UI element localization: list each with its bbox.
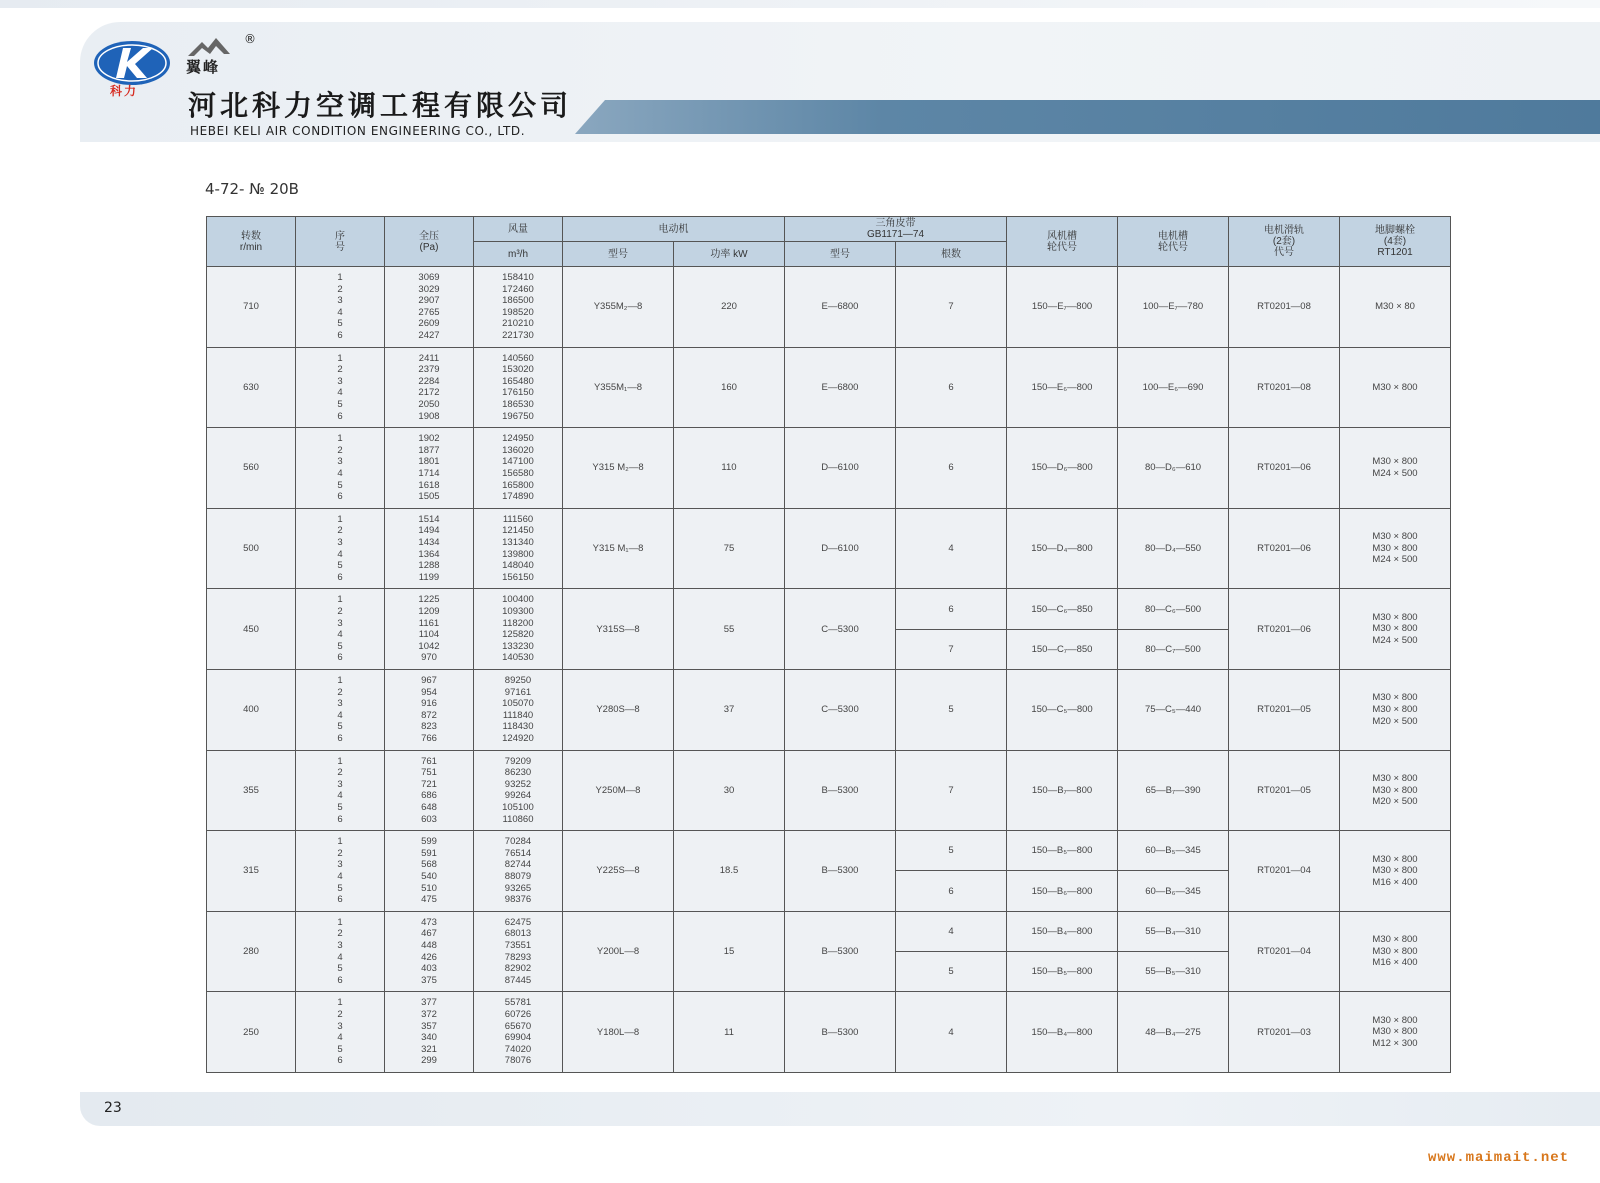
watermark: www.maimait.net [1428, 1150, 1570, 1166]
cell-motor-model: Y180L—8 [563, 992, 674, 1073]
cell-seq: 1 2 3 4 5 6 [296, 911, 385, 992]
cell-pressure: 2411 2379 2284 2172 2050 1908 [385, 347, 474, 428]
cell-motor-power: 160 [674, 347, 785, 428]
table-row [207, 428, 1451, 509]
header-motor-model: 型号 [563, 242, 674, 267]
cell-motor-pulley: 55—B₄—310 [1118, 911, 1229, 951]
header-pressure: 全压 (Pa) [385, 217, 474, 267]
cell-bolt: M30 × 800 M30 × 800 M12 × 300 [1340, 992, 1451, 1073]
cell-fan-pulley: 150—B₆—800 [1007, 871, 1118, 911]
cell-motor-pulley: 65—B₇—390 [1118, 750, 1229, 831]
header-stripe [575, 100, 1600, 134]
cell-speed: 560 [207, 428, 296, 509]
page-number: 23 [104, 1100, 122, 1116]
cell-bolt: M30 × 800 M30 × 800 M16 × 400 [1340, 911, 1451, 992]
cell-fan-pulley: 150—B₄—800 [1007, 992, 1118, 1073]
cell-belt-model: D—6100 [785, 428, 896, 509]
cell-motor-model: Y315 M₂—8 [563, 428, 674, 509]
cell-motor-pulley: 60—B₆—345 [1118, 871, 1229, 911]
cell-fan-pulley: 150—E₆—800 [1007, 347, 1118, 428]
cell-motor-pulley: 100—E₆—690 [1118, 347, 1229, 428]
table-row [207, 508, 1451, 589]
cell-motor-pulley: 55—B₅—310 [1118, 952, 1229, 992]
model-title: 4-72- № 20B [205, 180, 299, 198]
cell-pressure: 599 591 568 540 510 475 [385, 831, 474, 912]
cell-belt-model: D—6100 [785, 508, 896, 589]
cell-belt-count: 6 [896, 589, 1007, 629]
cell-pressure: 1225 1209 1161 1104 1042 970 [385, 589, 474, 670]
header-speed: 转数 r/min [207, 217, 296, 267]
cell-seq: 1 2 3 4 5 6 [296, 589, 385, 670]
cell-motor-model: Y250M—8 [563, 750, 674, 831]
cell-motor-pulley: 80—D₄—550 [1118, 508, 1229, 589]
keli-logo-icon [93, 40, 171, 86]
header-belt-model: 型号 [785, 242, 896, 267]
cell-speed: 710 [207, 267, 296, 348]
cell-speed: 630 [207, 347, 296, 428]
cell-rail: RT0201—08 [1229, 347, 1340, 428]
table-row [207, 669, 1451, 750]
cell-pressure: 761 751 721 686 648 603 [385, 750, 474, 831]
cell-motor-pulley: 80—D₆—610 [1118, 428, 1229, 509]
cell-belt-count: 6 [896, 347, 1007, 428]
header-motor-power: 功率 kW [674, 242, 785, 267]
cell-belt-count: 5 [896, 669, 1007, 750]
cell-airflow: 124950 136020 147100 156580 165800 174890 [474, 428, 563, 509]
cell-rail: RT0201—05 [1229, 750, 1340, 831]
cell-fan-pulley: 150—C₆—850 [1007, 589, 1118, 629]
cell-pressure: 967 954 916 872 823 766 [385, 669, 474, 750]
footer-band [80, 1092, 1600, 1126]
cell-motor-model: Y280S—8 [563, 669, 674, 750]
cell-belt-count: 7 [896, 750, 1007, 831]
cell-rail: RT0201—03 [1229, 992, 1340, 1073]
cell-pressure: 3069 3029 2907 2765 2609 2427 [385, 267, 474, 348]
cell-motor-model: Y200L—8 [563, 911, 674, 992]
cell-motor-model: Y225S—8 [563, 831, 674, 912]
cell-motor-pulley: 80—C₆—500 [1118, 589, 1229, 629]
cell-airflow: 79209 86230 93252 99264 105100 110860 [474, 750, 563, 831]
header-motor-pulley: 电机槽 轮代号 [1118, 217, 1229, 267]
cell-pressure: 1902 1877 1801 1714 1618 1505 [385, 428, 474, 509]
cell-motor-model: Y315 M₁—8 [563, 508, 674, 589]
cell-fan-pulley: 150—B₅—800 [1007, 831, 1118, 871]
cell-bolt: M30 × 800 M30 × 800 M20 × 500 [1340, 669, 1451, 750]
cell-belt-count: 4 [896, 911, 1007, 951]
table-row [207, 831, 1451, 871]
cell-seq: 1 2 3 4 5 6 [296, 750, 385, 831]
cell-pressure: 473 467 448 426 403 375 [385, 911, 474, 992]
header-airflow-unit: m³/h [474, 242, 563, 267]
cell-fan-pulley: 150—B₇—800 [1007, 750, 1118, 831]
cell-belt-count: 4 [896, 992, 1007, 1073]
cell-rail: RT0201—08 [1229, 267, 1340, 348]
cell-belt-count: 6 [896, 871, 1007, 911]
cell-seq: 1 2 3 4 5 6 [296, 267, 385, 348]
cell-rail: RT0201—05 [1229, 669, 1340, 750]
cell-bolt: M30 × 800 M30 × 800 M24 × 500 [1340, 589, 1451, 670]
cell-seq: 1 2 3 4 5 6 [296, 669, 385, 750]
cell-rail: RT0201—06 [1229, 589, 1340, 670]
header-fan-pulley: 风机槽 轮代号 [1007, 217, 1118, 267]
cell-seq: 1 2 3 4 5 6 [296, 831, 385, 912]
cell-bolt: M30 × 800 M30 × 800 M16 × 400 [1340, 831, 1451, 912]
cell-motor-power: 220 [674, 267, 785, 348]
cell-belt-model: B—5300 [785, 831, 896, 912]
company-name-en: HEBEI KELI AIR CONDITION ENGINEERING CO., LTD. [190, 124, 526, 138]
cell-motor-power: 37 [674, 669, 785, 750]
cell-belt-model: B—5300 [785, 911, 896, 992]
cell-rail: RT0201—04 [1229, 831, 1340, 912]
cell-rail: RT0201—06 [1229, 428, 1340, 509]
table-row [207, 347, 1451, 428]
header-belt-count: 根数 [896, 242, 1007, 267]
cell-belt-count: 6 [896, 428, 1007, 509]
cell-motor-power: 75 [674, 508, 785, 589]
table-row [207, 589, 1451, 629]
cell-airflow: 70284 76514 82744 88079 93265 98376 [474, 831, 563, 912]
registered-mark: ® [244, 32, 256, 46]
cell-speed: 500 [207, 508, 296, 589]
cell-airflow: 158410 172460 186500 198520 210210 221730 [474, 267, 563, 348]
cell-bolt: M30 × 800 M30 × 800 M20 × 500 [1340, 750, 1451, 831]
cell-motor-power: 18.5 [674, 831, 785, 912]
cell-airflow: 111560 121450 131340 139800 148040 156150 [474, 508, 563, 589]
table-row [207, 750, 1451, 831]
table-row [207, 992, 1451, 1073]
cell-motor-power: 110 [674, 428, 785, 509]
header-motor: 电动机 [563, 217, 785, 242]
cell-fan-pulley: 150—C₅—800 [1007, 669, 1118, 750]
table-body [207, 267, 1451, 1073]
cell-bolt: M30 × 80 [1340, 267, 1451, 348]
cell-motor-pulley: 60—B₅—345 [1118, 831, 1229, 871]
header-rail: 电机滑轨 (2套) 代号 [1229, 217, 1340, 267]
header-seq: 序 号 [296, 217, 385, 267]
cell-belt-model: E—6800 [785, 267, 896, 348]
cell-speed: 250 [207, 992, 296, 1073]
cell-motor-pulley: 48—B₄—275 [1118, 992, 1229, 1073]
cell-airflow: 140560 153020 165480 176150 186530 196750 [474, 347, 563, 428]
cell-belt-model: E—6800 [785, 347, 896, 428]
cell-pressure: 1514 1494 1434 1364 1288 1199 [385, 508, 474, 589]
cell-motor-pulley: 80—C₇—500 [1118, 629, 1229, 669]
cell-rail: RT0201—06 [1229, 508, 1340, 589]
cell-pressure: 377 372 357 340 321 299 [385, 992, 474, 1073]
cell-belt-model: B—5300 [785, 992, 896, 1073]
logo-subtext: 科力 [110, 84, 139, 98]
header-bolt: 地脚螺栓 (4套) RT1201 [1340, 217, 1451, 267]
cell-belt-count: 4 [896, 508, 1007, 589]
cell-belt-count: 5 [896, 952, 1007, 992]
cell-rail: RT0201—04 [1229, 911, 1340, 992]
cell-motor-model: Y355M₁—8 [563, 347, 674, 428]
cell-speed: 400 [207, 669, 296, 750]
cell-speed: 355 [207, 750, 296, 831]
brand-name: 翼峰 [186, 58, 221, 76]
fan-spec-table [206, 216, 1451, 1073]
cell-belt-count: 7 [896, 629, 1007, 669]
cell-bolt: M30 × 800 [1340, 347, 1451, 428]
cell-speed: 450 [207, 589, 296, 670]
cell-belt-count: 5 [896, 831, 1007, 871]
company-name-cn: 河北科力空调工程有限公司 [188, 89, 573, 122]
cell-motor-pulley: 100—E₇—780 [1118, 267, 1229, 348]
cell-belt-model: C—5300 [785, 589, 896, 670]
cell-motor-power: 15 [674, 911, 785, 992]
cell-motor-power: 11 [674, 992, 785, 1073]
cell-fan-pulley: 150—D₄—800 [1007, 508, 1118, 589]
table-row [207, 267, 1451, 348]
cell-fan-pulley: 150—B₅—800 [1007, 952, 1118, 992]
header-belt: 三角皮带 GB1171—74 [785, 217, 1007, 242]
cell-motor-model: Y315S—8 [563, 589, 674, 670]
cell-fan-pulley: 150—B₄—800 [1007, 911, 1118, 951]
cell-motor-power: 30 [674, 750, 785, 831]
cell-belt-count: 7 [896, 267, 1007, 348]
cell-belt-model: C—5300 [785, 669, 896, 750]
cell-fan-pulley: 150—C₇—850 [1007, 629, 1118, 669]
header-airflow: 风量 [474, 217, 563, 242]
cell-motor-model: Y355M₂—8 [563, 267, 674, 348]
cell-bolt: M30 × 800 M30 × 800 M24 × 500 [1340, 508, 1451, 589]
cell-bolt: M30 × 800 M24 × 500 [1340, 428, 1451, 509]
cell-speed: 315 [207, 831, 296, 912]
cell-motor-power: 55 [674, 589, 785, 670]
cell-seq: 1 2 3 4 5 6 [296, 428, 385, 509]
cell-fan-pulley: 150—D₆—800 [1007, 428, 1118, 509]
cell-airflow: 55781 60726 65670 69904 74020 78076 [474, 992, 563, 1073]
cell-seq: 1 2 3 4 5 6 [296, 508, 385, 589]
cell-motor-pulley: 75—C₅—440 [1118, 669, 1229, 750]
cell-airflow: 100400 109300 118200 125820 133230 140530 [474, 589, 563, 670]
cell-seq: 1 2 3 4 5 6 [296, 992, 385, 1073]
cell-fan-pulley: 150—E₇—800 [1007, 267, 1118, 348]
table-row [207, 911, 1451, 951]
cell-airflow: 62475 68013 73551 78293 82902 87445 [474, 911, 563, 992]
cell-belt-model: B—5300 [785, 750, 896, 831]
top-band [0, 0, 1600, 8]
cell-speed: 280 [207, 911, 296, 992]
cell-airflow: 89250 97161 105070 111840 118430 124920 [474, 669, 563, 750]
cell-seq: 1 2 3 4 5 6 [296, 347, 385, 428]
